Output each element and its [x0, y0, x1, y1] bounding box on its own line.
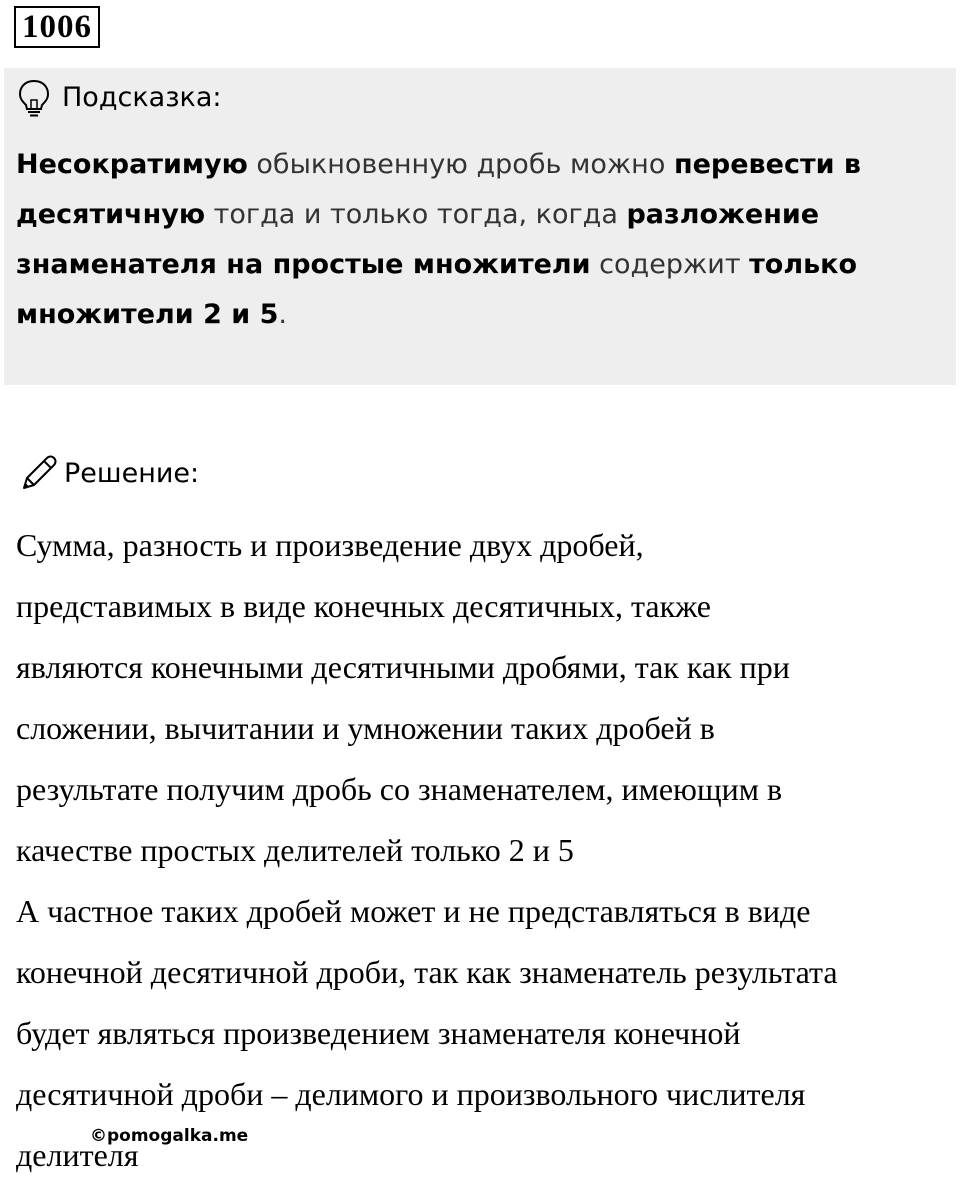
pencil-icon: [16, 452, 60, 496]
hint-segment-6: содержит: [590, 249, 750, 280]
hint-header: [16, 78, 222, 118]
solution-line: представимых в виде конечных десятичных, также: [16, 588, 711, 624]
solution-title: Решение:: [64, 458, 200, 489]
hint-segment-5: разложение знаменателя на простые множители: [16, 199, 820, 280]
hint-segment-7: только множители 2 и 5: [16, 249, 858, 330]
hint-text: [16, 140, 941, 340]
solution-text: [16, 515, 951, 1186]
hint-segment-1: Несократимую: [16, 149, 248, 180]
solution-line: являются конечными десятичными дробями, так как при: [16, 649, 790, 685]
solution-line: делителя: [16, 1137, 139, 1173]
solution-line: сложении, вычитании и умножении таких дробей в: [16, 710, 715, 746]
lightbulb-icon: [16, 78, 52, 118]
task-number: 1006: [14, 6, 100, 48]
solution-line: конечной десятичной дроби, так как знаменатель результата: [16, 954, 838, 990]
hint-segment-8: .: [278, 299, 287, 330]
watermark: ©pomogalka.me: [90, 1126, 249, 1146]
solution-line: качестве простых делителей только 2 и 5: [16, 832, 574, 868]
solution-header: [16, 452, 199, 496]
hint-segment-2: обыкновенную дробь можно: [247, 149, 674, 180]
solution-line: десятичной дроби – делимого и произвольного числителя: [16, 1076, 806, 1112]
solution-line: Сумма, разность и произведение двух дробей,: [16, 527, 644, 563]
solution-line: результате получим дробь со знаменателем, имеющим в: [16, 771, 783, 807]
hint-segment-3: перевести в десятичную: [16, 149, 861, 230]
solution-line: будет являться произведением знаменателя конечной: [16, 1015, 741, 1051]
hint-segment-4: тогда и только тогда, когда: [205, 199, 627, 230]
hint-title: Подсказка:: [62, 82, 222, 113]
solution-line: А частное таких дробей может и не представляться в виде: [16, 893, 811, 929]
